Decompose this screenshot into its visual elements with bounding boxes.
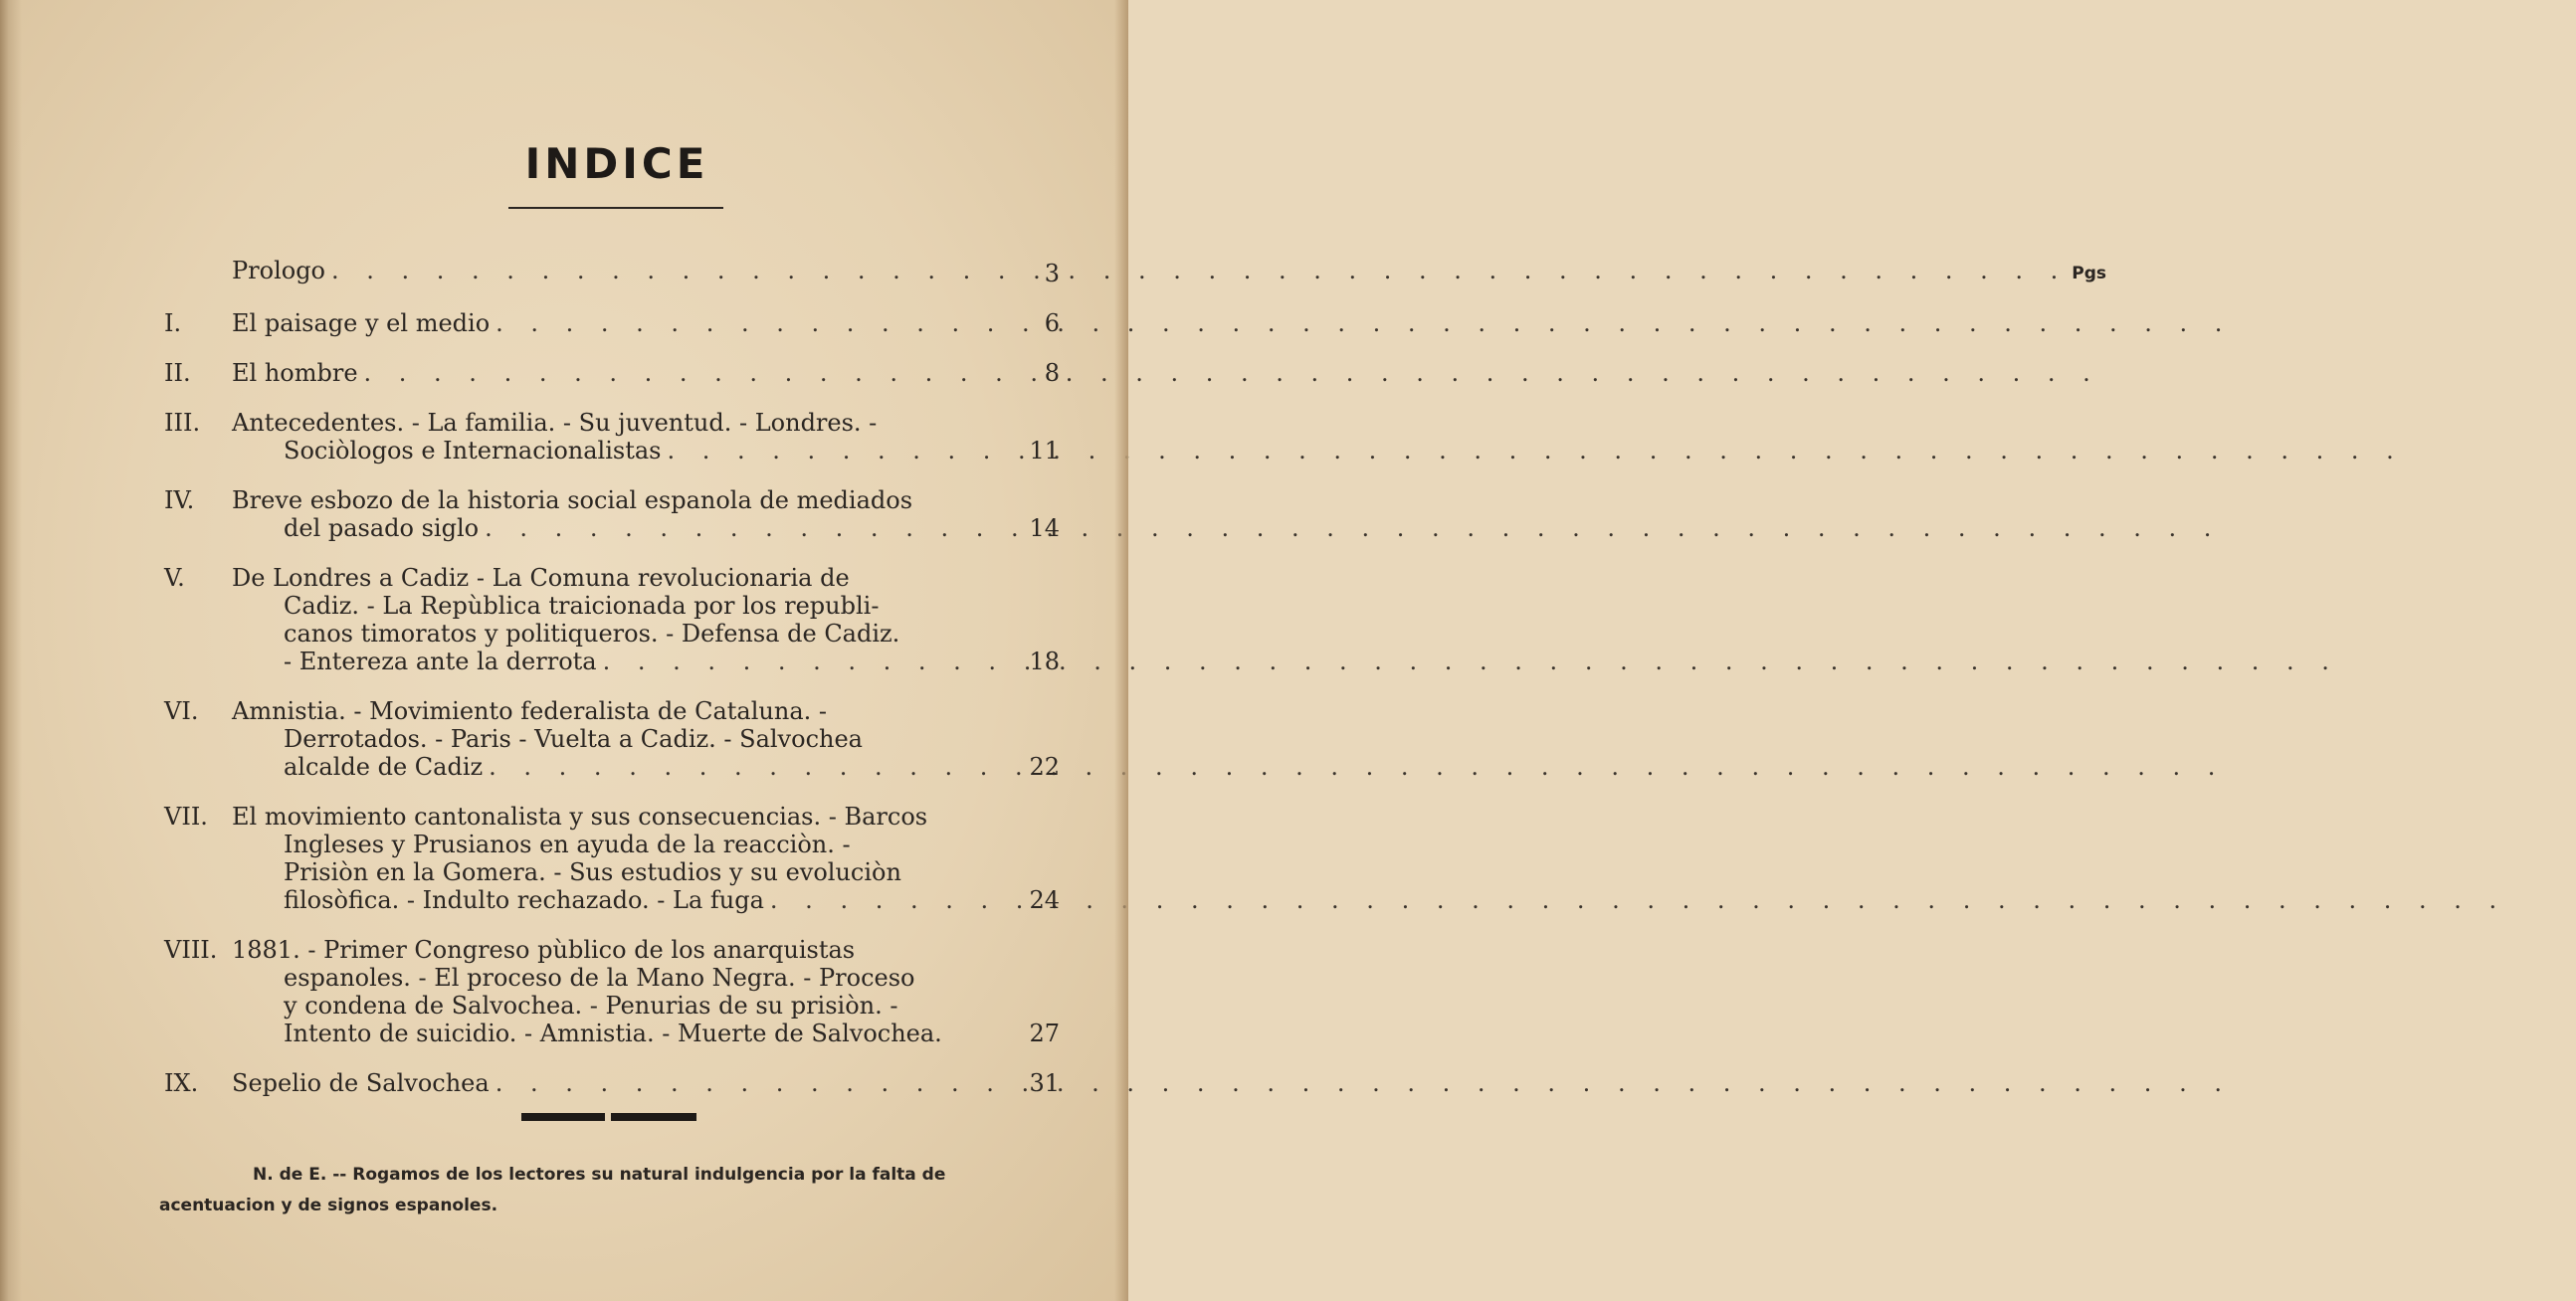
- toc-entry-number: VIII.: [164, 936, 218, 964]
- toc-entry-title: Prologo: [232, 257, 326, 284]
- toc-entry-8[interactable]: [164, 936, 1060, 1047]
- toc-entry-title: Sepelio de Salvochea: [232, 1069, 490, 1097]
- toc-entry-line: y condena de Salvochea. - Penurias de su prisiòn. -: [284, 992, 898, 1020]
- toc-entry-text: [232, 486, 2290, 542]
- dot-leader: [479, 514, 2221, 542]
- dot-leader: [325, 257, 2068, 284]
- table-of-contents: [164, 257, 2107, 1119]
- toc-entry-title: El paisage y el medio: [232, 309, 491, 337]
- toc-entry-line: canos timoratos y politiqueros. - Defensa de Cadiz.: [284, 620, 900, 648]
- toc-entry-text: [232, 359, 2170, 387]
- toc-entry-text: [232, 803, 2576, 914]
- toc-page-number: 22: [1029, 753, 1060, 781]
- toc-entry-text: [232, 936, 1060, 1047]
- dot-leader: [597, 648, 2339, 675]
- toc-entry-number: II.: [164, 359, 191, 387]
- toc-entry-line: del pasado siglo: [284, 514, 480, 542]
- toc-entry-line: alcalde de Cadiz: [284, 753, 484, 781]
- toc-entry-6[interactable]: [164, 697, 1060, 781]
- dot-leader: [490, 309, 2232, 337]
- toc-entry-number: VI.: [164, 697, 199, 725]
- dot-leader: [483, 753, 2225, 781]
- toc-entry-2[interactable]: [164, 359, 1060, 387]
- page-title: INDICE: [524, 139, 709, 188]
- toc-entry-number: [164, 257, 232, 287]
- dot-leader: [358, 359, 2100, 387]
- toc-entry-number: IX.: [164, 1069, 199, 1097]
- footer-ornament-rule: [521, 1113, 696, 1121]
- toc-entry-line: Intento de suicidio. - Amnistia. - Muerte de Salvochea.: [284, 1020, 942, 1047]
- toc-entry-text: [232, 564, 2409, 675]
- toc-entry-line: De Londres a Cadiz - La Comuna revolucionaria de: [232, 564, 850, 592]
- toc-page-number: 8: [1044, 359, 1060, 387]
- toc-entry-line: - Entereza ante la derrota: [284, 648, 597, 675]
- toc-entry-line: 1881. - Primer Congreso pùblico de los anarquistas: [232, 936, 856, 964]
- toc-entry-title: El hombre: [232, 359, 358, 387]
- toc-entry-line: filosòfica. - Indulto rechazado. - La fuga: [284, 886, 764, 914]
- toc-page-number: 14: [1029, 514, 1060, 542]
- toc-page-number: 24: [1029, 886, 1060, 914]
- toc-entry-line: Cadiz. - La Repùblica traicionada por los republi-: [284, 592, 880, 620]
- toc-entry-text: [232, 309, 2301, 337]
- toc-entry-9[interactable]: [164, 1069, 1060, 1097]
- toc-entry-number: III.: [164, 409, 201, 437]
- toc-entry-line: Breve esbozo de la historia social espanola de mediados: [232, 486, 913, 514]
- toc-entry-3[interactable]: [164, 409, 1060, 465]
- dot-leader: [490, 1069, 2232, 1097]
- toc-entry-5[interactable]: [164, 564, 1060, 675]
- toc-entry-4[interactable]: [164, 486, 1060, 542]
- toc-page-number: 31: [1029, 1069, 1060, 1097]
- toc-entry-prologo[interactable]: [164, 257, 2107, 287]
- toc-entry-number: IV.: [164, 486, 195, 514]
- toc-entry-text: [232, 409, 2474, 465]
- toc-entry-7[interactable]: [164, 803, 1060, 914]
- toc-entry-line: El movimiento cantonalista y sus consecuencias. - Barcos: [232, 803, 928, 831]
- toc-page-number: 18: [1029, 648, 1060, 675]
- toc-page-number: 27: [1029, 1020, 1060, 1047]
- toc-entry-line: Prisiòn en la Gomera. - Sus estudios y su evoluciòn: [284, 858, 901, 886]
- toc-entry-line: Sociòlogos e Internacionalistas: [284, 437, 662, 465]
- title-underline: [508, 207, 723, 209]
- toc-entry-line: Derrotados. - Paris - Vuelta a Cadiz. - Salvochea: [284, 725, 863, 753]
- toc-entry-text: [232, 697, 2294, 781]
- toc-entry-line: Ingleses y Prusianos en ayuda de la reacciòn. -: [284, 831, 851, 858]
- toc-entry-number: I.: [164, 309, 182, 337]
- toc-entry-text: [232, 257, 2182, 287]
- editor-note: [159, 1160, 1065, 1221]
- toc-entry-number: V.: [164, 564, 185, 592]
- toc-entry-text: [232, 1069, 2301, 1097]
- toc-page-number: 6: [1044, 309, 1060, 337]
- toc-page-number: 11: [1029, 437, 1060, 465]
- dot-leader: [661, 437, 2403, 465]
- editor-note-line: N. de E. -- Rogamos de los lectores su natural indulgencia por la falta de: [253, 1165, 946, 1185]
- toc-entry-line: Antecedentes. - La familia. - Su juventud. - Londres. -: [232, 409, 878, 437]
- toc-entry-1[interactable]: [164, 309, 1060, 337]
- toc-page-number: 3: [1044, 260, 1060, 287]
- toc-entry-number: VII.: [164, 803, 208, 831]
- toc-entry-line: espanoles. - El proceso de la Mano Negra. - Proceso: [284, 964, 915, 992]
- pgs-label: Pgs: [2072, 264, 2107, 283]
- editor-note-line: acentuacion y de signos espanoles.: [159, 1196, 498, 1215]
- toc-entry-line: Amnistia. - Movimiento federalista de Cataluna. -: [232, 697, 828, 725]
